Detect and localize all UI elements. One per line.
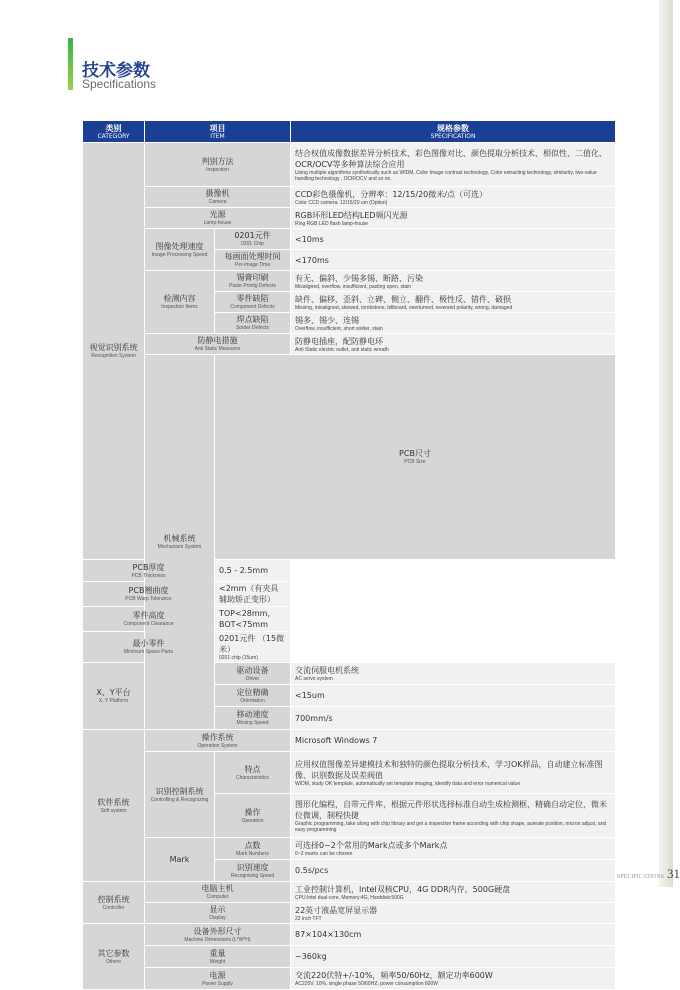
subitem-cell: 操作 Operation [215,794,291,838]
spec-cell: 结合权值成像数据差异分析技术、彩色图像对比、颜色提取分析技术、相似性、二值化、OCR/OCV等多种算法综合应用 Using multiple algorithms synthetically such as WIDM, Color Image contrast technology, Color extracting technology, similarity, two-value handling technology , OCR/OCV and so on. [291,143,616,187]
spec-cell: 锡多、锡少、连锡 Overflow, insufficient, short solder, stain [291,313,616,334]
header-item: 项目 ITEM [145,121,291,143]
subitem-cell: 驱动设备 Driver [215,663,291,685]
item-cell: Mark [145,838,215,882]
item-cell: 图像处理速度 Image Processing Speed [145,229,215,271]
item-cell: 检测内容 Inspection Items [145,271,215,334]
spec-cell: CCD彩色摄像机，分辨率：12/15/20微米/点（可选） Color CCD camera: 12/15/20 um (Option) [291,187,616,208]
item-cell: 判别方法 Inspection [145,143,291,187]
page-edge-stripe [659,0,673,887]
table-row [83,730,616,752]
page-subtitle: Specifications [82,77,157,91]
table-row [83,607,616,632]
table-row [83,271,616,292]
spec-cell: 有无、偏斜、少锡多锡、断路、污染 Misaligned, overflow, insufficient, pasting open, stain [291,271,616,292]
category-cell: 控制系统 Controller [83,882,145,924]
spec-table [82,120,616,990]
subitem-cell: 识别速度 Recognising Speed [215,860,291,882]
spec-cell: Microsoft Windows 7 [291,730,616,752]
table-row [83,355,616,560]
table-row [83,946,616,968]
spec-cell: <170ms [291,250,616,271]
spec-cell: 0.5 - 2.5mm [215,560,291,582]
subitem-cell: 焊点缺陷 Solder Defects [215,313,291,334]
item-cell: 显示 Display [145,903,291,924]
table-row [83,208,616,229]
spec-cell: 工业控制计算机，Intel双核CPU，4G DDR内存，500G硬盘 CPU:Intel dual-core, Memory:4G, Harddisk:500G [291,882,616,903]
spec-cell: 缺件、偏移、歪斜、立碑、侧立、翻件、极性反、错件、破损 Missing, misaligned, skewed, tombstone, billboard, overturned, reversed polarity, wrong, damaged [291,292,616,313]
category-cell: 机械系统 Mechanism System [145,355,215,730]
table-row [83,968,616,990]
spec-cell: 0.5s/pcs [291,860,616,882]
item-cell: 最小零件 Minimum Space Parts [83,632,215,663]
header-spec: 规格参数 SPECIFICATION [291,121,616,143]
page-number-label: SPECIFICATIONS [617,874,665,880]
spec-cell: RGB环形LED结构LED频闪光源 Ring RGB LED flash lamp-house [291,208,616,229]
header-category: 类别 CATEGORY [83,121,145,143]
spec-cell: 22英寸液晶宽屏显示器 22 inch TFT [291,903,616,924]
spec-cell: 交流220伏特+/-10%，频率50/60Hz，额定功率600W AC220V, 10%, single phase 50/60HZ, power consumption 600W [291,968,616,990]
subitem-cell: 0201元件 0201 Chip [215,229,291,250]
accent-bar [68,38,73,90]
item-cell: PCB厚度 PCB Thickness [83,560,215,582]
item-cell: 设备外形尺寸 Machine Dimensions (L*W*H) [145,924,291,946]
spec-cell: 0201元件 （15微米） 0201 chip (15um) [215,632,291,663]
spec-cell: 防静电插座，配防静电环 Anti Static electric outlet, anti static wreath [291,334,616,355]
category-cell: 其它参数 Others [83,924,145,990]
subitem-cell: 零件缺陷 Component Defects [215,292,291,313]
spec-cell: 图形化编程，自带元件库，根据元件形状选择标准自动生成检测框，精确自动定位，微米位微调，制程快捷 Graphic programming, take along with chip library and get a inspection frame according with chip shape, aureate position, micron adjust, and easy programming [291,794,616,838]
subitem-cell: 定位精确 Orientation [215,685,291,707]
page-title: 技术参数 [82,61,150,81]
spec-cell: TOP<28mm, BOT<75mm [215,607,291,632]
subitem-cell: 移动速度 Moving Speed [215,707,291,730]
subitem-cell: 每画面处理时间 Per-image Time [215,250,291,271]
table-header-row [83,121,616,143]
subitem-cell: 点数 Mark Numbers [215,838,291,860]
spec-cell: <15um [291,685,616,707]
spec-cell: 应用权值图像差异建模技术和独特的颜色提取分析技术，学习OK样品，自动建立标准图像、识别数据及误差阀值 WIDM, study OK template, automatically set template imaging, identify data and error numerical value [291,752,616,794]
item-cell: 电源 Power Supply [145,968,291,990]
spec-cell: <10ms [291,229,616,250]
category-cell: 软件系统 Soft system [83,730,145,882]
page-number-value: 31 [667,866,680,881]
table-row [83,924,616,946]
item-cell: 重量 Weight [145,946,291,968]
item-cell: PCB尺寸 PCB Size [215,355,616,560]
table-row [83,632,616,663]
item-cell: 识别控制系统 Controlling & Recognizing [145,752,215,838]
table-row [83,882,616,903]
item-cell: 防静电措施 Anti Static Measures [145,334,291,355]
item-cell: 摄像机 Camera [145,187,291,208]
subitem-cell: 锡膏印刷 Paste Printig Defects [215,271,291,292]
table-row [83,838,616,860]
table-row [83,582,616,607]
spec-cell: <2mm（有夹具辅助矫正变形） [215,582,291,607]
table-row [83,903,616,924]
table-row [83,560,616,582]
item-cell: 光源 Lamp-house [145,208,291,229]
item-cell: 零件高度 Component Clearance [83,607,215,632]
item-cell: 操作系统 Operation System [145,730,291,752]
category-cell: 视觉识别系统 Recognition System [83,143,145,560]
spec-cell: 87×104×130cm [291,924,616,946]
page-number [617,866,680,882]
item-cell: X、Y平台 X, Y Platform [83,663,145,730]
table-row [83,334,616,355]
table-row [83,229,616,250]
table-row [83,187,616,208]
item-cell: 电脑主机 Computer [145,882,291,903]
table-row [83,752,616,794]
spec-cell: 可选择0~2个常用的Mark点或多个Mark点 0~2 marks can be chosen [291,838,616,860]
subitem-cell: 特点 Characteristics [215,752,291,794]
item-cell: PCB翘曲度 PCB Warp Tolerance [83,582,215,607]
spec-cell: 交流伺服电机系统 AC servo system [291,663,616,685]
table-row [83,143,616,187]
spec-cell: 700mm/s [291,707,616,730]
spec-cell: ~360kg [291,946,616,968]
